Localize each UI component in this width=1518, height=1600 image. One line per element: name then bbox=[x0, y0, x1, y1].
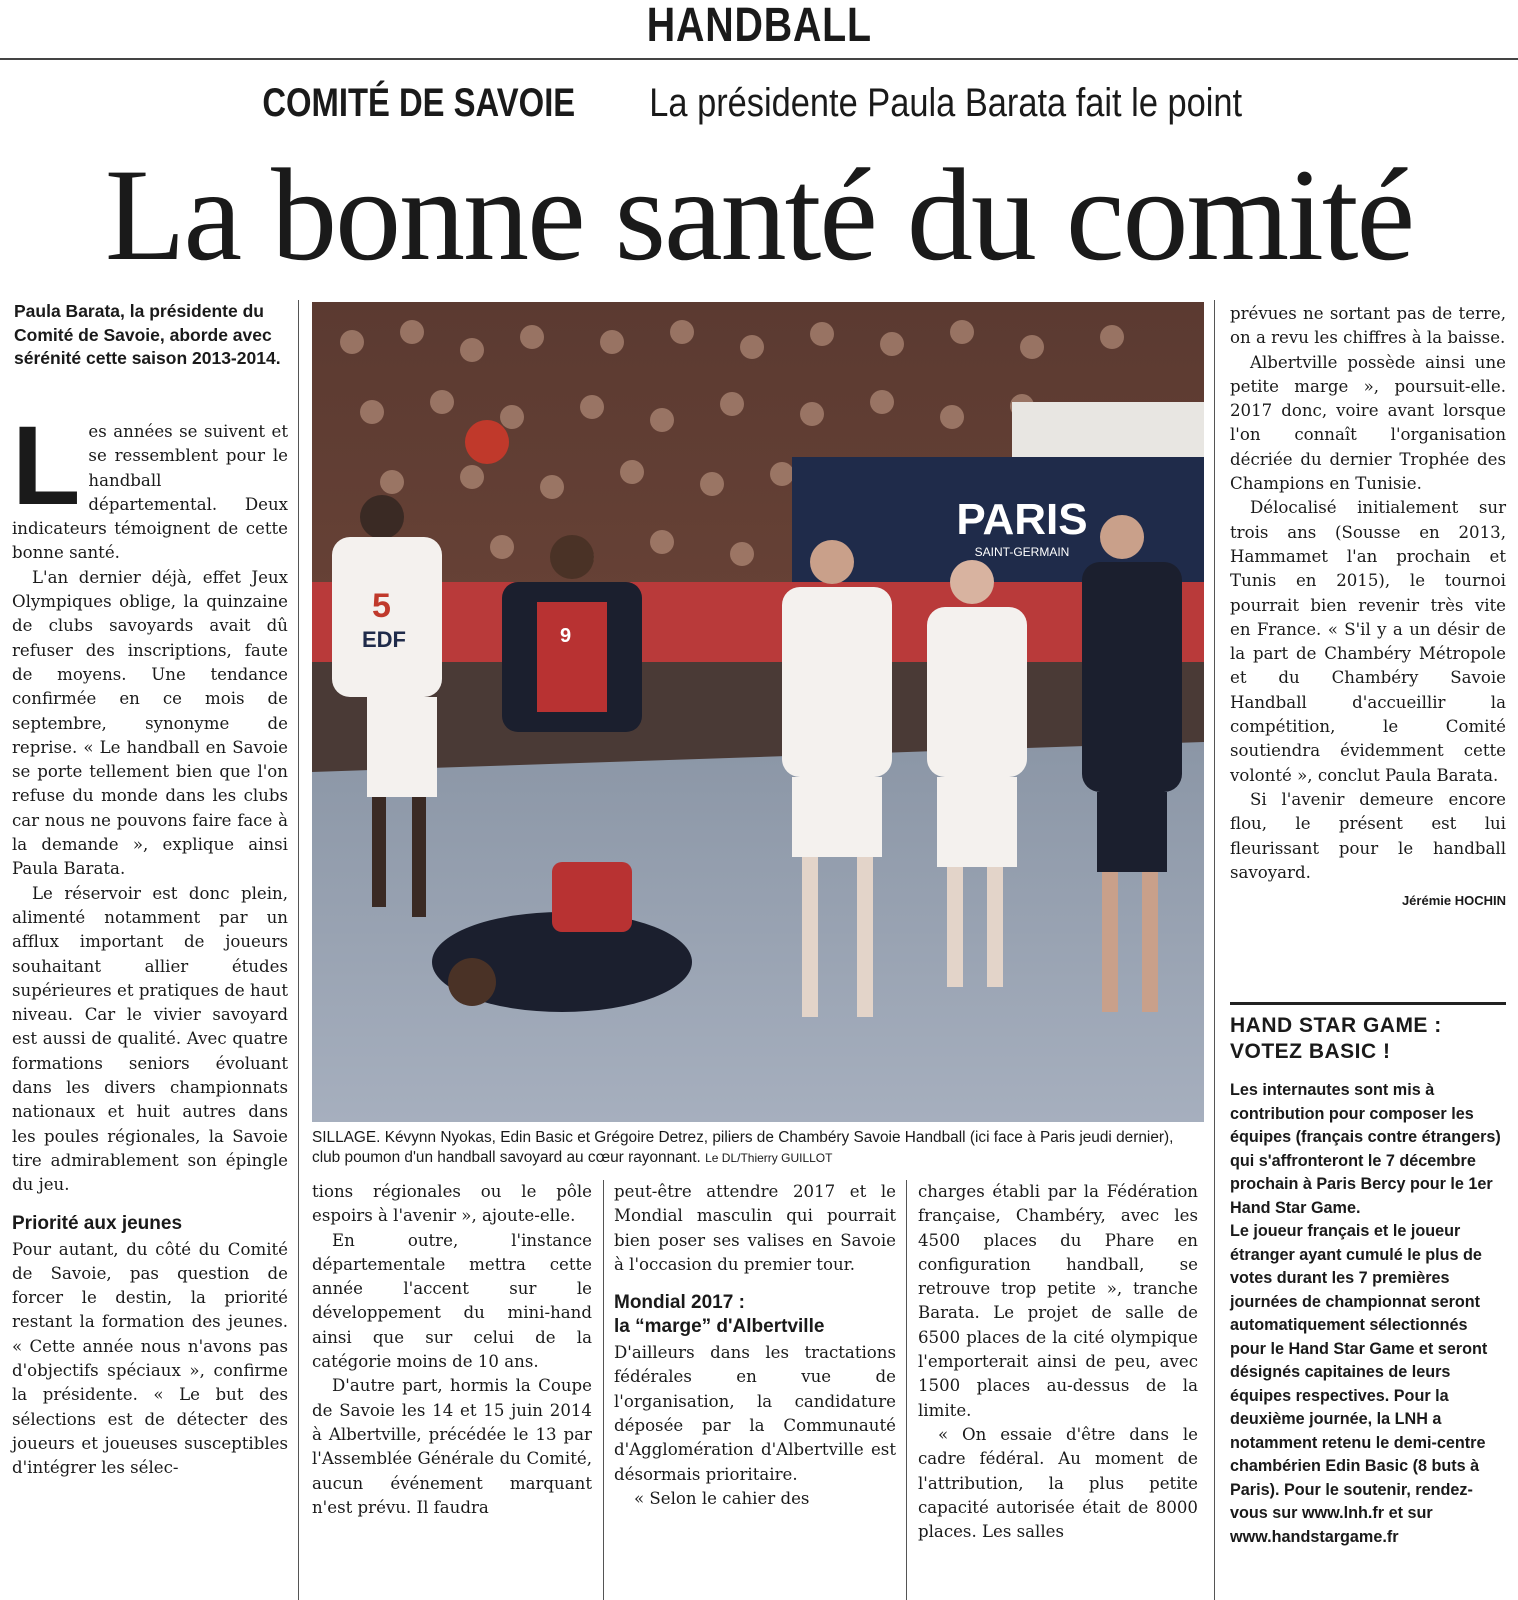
article-column-3 bbox=[614, 1180, 896, 1511]
paragraph: En outre, l'instance départementale mettra cette année l'accent sur le développement du mini-hand ainsi que sur celui de la catégorie moins de 10 ans. bbox=[312, 1230, 592, 1372]
paragraph: L'an dernier déjà, effet Jeux Olympiques oblige, la quinzaine de clubs savoyards avait dû refuser des inscriptions, faute de moyens. Une tendance confirmée en ce mois de septembre, synonyme de reprise. « Le handball en Savoie se porte tellement bien que l'on refuse du monde dans les clubs car nous ne pouvons faire face à la demande », explique ainsi Paula Barata. bbox=[12, 567, 288, 879]
paragraph: « On essaie d'être dans le cadre fédéral. Au moment de l'attribution, la plus petite capacité autorisée était de 8000 places. Les salles bbox=[918, 1424, 1198, 1542]
subheading-line: Mondial 2017 : bbox=[614, 1292, 745, 1314]
lead-paragraph: Paula Barata, la présidente du Comité de Savoie, aborde avec sérénité cette saison 2013-2014. bbox=[14, 301, 281, 368]
box-title-line: VOTEZ BASIC ! bbox=[1230, 1040, 1391, 1063]
kicker bbox=[0, 78, 1518, 128]
article-column-4 bbox=[918, 1180, 1198, 1544]
box-title-line: HAND STAR GAME : bbox=[1230, 1014, 1442, 1037]
jersey-number: 9 bbox=[560, 625, 572, 647]
paragraph: prévues ne sortant pas de terre, on a revu les chiffres à la baisse. bbox=[1230, 304, 1506, 348]
column-divider bbox=[1214, 300, 1215, 1600]
column-divider bbox=[906, 1180, 907, 1600]
caption-text: SILLAGE. Kévynn Nyokas, Edin Basic et Grégoire Detrez, piliers de Chambéry Savoie Handball (ici face à Paris jeudi dernier), club poumon d'un handball savoyard au cœur rayonnant. bbox=[312, 1129, 1174, 1166]
box-paragraph: Les internautes sont mis à contribution pour composer les équipes (français contre étrangers) qui s'affronteront le 7 décembre prochain à Paris Bercy pour le 1er Hand Star Game. bbox=[1230, 1081, 1501, 1217]
banner-subtext: SAINT-GERMAIN bbox=[974, 545, 1070, 559]
article-column-5 bbox=[1230, 302, 1506, 913]
column-divider bbox=[603, 1180, 604, 1600]
author-byline: Jérémie HOCHIN bbox=[1401, 893, 1506, 909]
paragraph: Le réservoir est donc plein, alimenté notamment par un afflux important de joueurs souhaitant allier études supérieures et pratiques de haut niveau. Car le vivier savoyard est aussi de qualité. Avec quatre formations seniors évoluant dans les divers championnats nationaux et huit autres dans les poules régionales, la Savoie tire admirablement son épingle du jeu. bbox=[12, 883, 288, 1195]
rubric-title: HANDBALL bbox=[646, 0, 872, 52]
subheading bbox=[614, 1291, 896, 1339]
paragraph: charges établi par la Fédération française, Chambéry, avec les 4500 places du Phare en configuration handball, se retrouve trop petite », tranche Barata. Le projet de salle de 6500 places de la cité olympique l'emporterait ainsi de peu, avec 1500 places au-dessus de la limite. bbox=[918, 1182, 1198, 1420]
box-title bbox=[1230, 1013, 1506, 1065]
handball-ball bbox=[465, 420, 509, 464]
kicker-text: La présidente Paula Barata fait le point bbox=[648, 81, 1242, 125]
article-photo bbox=[312, 302, 1204, 1122]
paragraph-text: es années se suivent et se ressemblent pour le handball départemental. Deux indicateurs témoignent de cette bonne santé. bbox=[12, 422, 288, 563]
paragraph: Délocalisé initialement sur trois ans (Sousse en 2013, Hammamet l'an prochain et Tunis en 2015), le tournoi pourrait bien revenir très vite en France. « S'il y a un désir de la part de Chambéry Métropole et du Chambéry Savoie Handball d'accueillir la compétition, le Comité soutiendra évidemment cette volonté », conclut Paula Barata. bbox=[1230, 498, 1506, 785]
subheading-line: la “marge” d'Albertville bbox=[614, 1316, 825, 1338]
banner-text: PARIS bbox=[956, 495, 1088, 544]
photo-caption bbox=[312, 1128, 1204, 1168]
photo-credit: Le DL/Thierry GUILLOT bbox=[705, 1151, 833, 1165]
jersey-sponsor: EDF bbox=[362, 627, 406, 652]
hand-star-game-box bbox=[1230, 1002, 1506, 1549]
paragraph: Pour autant, du côté du Comité de Savoie, pas question de forcer le destin, la priorité restant la formation des jeunes. « Cette année nous n'avons pas d'objectifs spéciaux », confirme la présidente. « Le but des sélections est de détecter des joueurs et joueuses susceptibles d'intégrer les sélec- bbox=[12, 1239, 288, 1478]
paragraph: « Selon le cahier des bbox=[634, 1488, 810, 1508]
paragraph: peut-être attendre 2017 et le Mondial masculin qui pourrait bien poser ses valises en Savoie à l'occasion du premier tour. bbox=[614, 1182, 896, 1274]
kicker-label: COMITÉ DE SAVOIE bbox=[262, 81, 576, 125]
paragraph: Albertville possède ainsi une petite marge », poursuit-elle. 2017 donc, voire avant lorsque l'on connaît l'organisation décriée du dernier Trophée des Champions en Tunisie. bbox=[1230, 352, 1506, 494]
paragraph: tions régionales ou le pôle espoirs à l'avenir », ajoute-elle. bbox=[312, 1182, 592, 1226]
article-column-2 bbox=[312, 1180, 592, 1520]
subheading: Priorité aux jeunes bbox=[12, 1212, 183, 1234]
paragraph: D'autre part, hormis la Coupe de Savoie les 14 et 15 juin 2014 à Albertville, précédée le 13 par l'Assemblée Générale du Comité, aucun événement marquant n'est prévu. Il faudra bbox=[312, 1376, 592, 1517]
jersey-number: 5 bbox=[372, 587, 391, 625]
drop-cap: L bbox=[12, 403, 81, 528]
handball-photo-illustration bbox=[312, 302, 1204, 1122]
box-paragraph: Le joueur français et le joueur étranger ayant cumulé le plus de votes durant les 7 premières journées de championnat seront automatiquement sélectionnés pour le Hand Star Game et seront désignés capitaines de leurs équipes respectives. Pour la deuxième journée, la LNH a notamment retenu le demi-centre chambérien Edin Basic (8 buts à Paris). Pour le soutenir, rendez-vous sur www.lnh.fr et sur www.handstargame.fr bbox=[1230, 1222, 1488, 1546]
paragraph: Si l'avenir demeure encore flou, le présent est lui fleurissant pour le handball savoyard. bbox=[1230, 789, 1506, 882]
section-rubric bbox=[0, 0, 1518, 60]
article-column-1 bbox=[12, 403, 288, 1480]
column-divider bbox=[298, 300, 299, 1600]
paragraph: D'ailleurs dans les tractations fédérales en vue de l'organisation, la candidature déposée par la Communauté d'Agglomération d'Albertville est désormais prioritaire. bbox=[614, 1343, 896, 1484]
headline: La bonne santé du comité bbox=[104, 141, 1414, 288]
paragraph bbox=[12, 403, 288, 566]
